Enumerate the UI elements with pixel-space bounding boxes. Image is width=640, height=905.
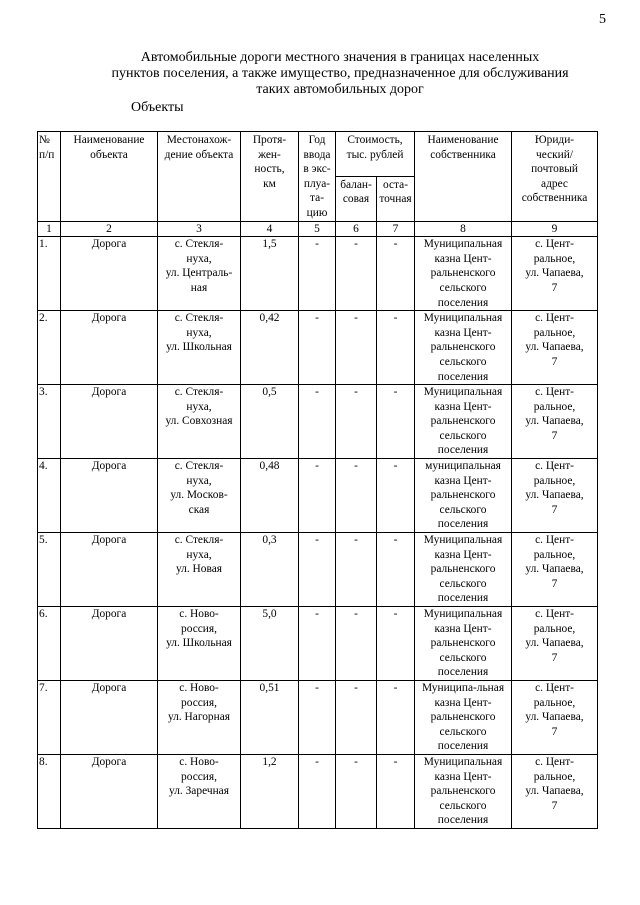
cell-cost-residual: - bbox=[377, 237, 415, 311]
table-row bbox=[38, 385, 598, 459]
cell-length: 5,0 bbox=[241, 607, 299, 681]
cell-length: 0,5 bbox=[241, 385, 299, 459]
cell-location: с. Стекля- нуха, ул. Школьная bbox=[158, 311, 241, 385]
cell-cost-balance: - bbox=[336, 385, 377, 459]
cell-location: с. Стекля- нуха, ул. Москов- ская bbox=[158, 459, 241, 533]
column-number-row bbox=[38, 221, 598, 237]
cell-location: с. Стекля- нуха, ул. Совхозная bbox=[158, 385, 241, 459]
cell-length: 0,51 bbox=[241, 680, 299, 754]
cell-name: Дорога bbox=[61, 533, 158, 607]
header-cost-balance: балан- совая bbox=[336, 176, 377, 221]
column-number: 8 bbox=[415, 221, 512, 237]
table-row bbox=[38, 311, 598, 385]
cell-length: 1,2 bbox=[241, 754, 299, 828]
title-line: пунктов поселения, а также имущество, предназначенное для обслуживания bbox=[111, 66, 569, 81]
cell-year: - bbox=[299, 607, 336, 681]
column-number: 2 bbox=[61, 221, 158, 237]
cell-location: с. Ново- россия, ул. Нагорная bbox=[158, 680, 241, 754]
cell-year: - bbox=[299, 754, 336, 828]
cell-num: 1. bbox=[38, 237, 61, 311]
cell-address: с. Цент- ральное, ул. Чапаева, 7 bbox=[512, 459, 598, 533]
cell-cost-residual: - bbox=[377, 533, 415, 607]
column-number: 6 bbox=[336, 221, 377, 237]
cell-owner: Муниципальная казна Цент- ральненского сельского поселения bbox=[415, 533, 512, 607]
cell-cost-balance: - bbox=[336, 607, 377, 681]
cell-owner: Муниципальная казна Цент- ральненского сельского поселения bbox=[415, 385, 512, 459]
header-name: Наименование объекта bbox=[61, 132, 158, 222]
cell-address: с. Цент- ральное, ул. Чапаева, 7 bbox=[512, 754, 598, 828]
header-length: Протя- жен- ность, км bbox=[241, 132, 299, 222]
cell-address: с. Цент- ральное, ул. Чапаева, 7 bbox=[512, 680, 598, 754]
cell-year: - bbox=[299, 385, 336, 459]
column-number: 5 bbox=[299, 221, 336, 237]
cell-num: 8. bbox=[38, 754, 61, 828]
column-number: 4 bbox=[241, 221, 299, 237]
cell-name: Дорога bbox=[61, 680, 158, 754]
cell-cost-residual: - bbox=[377, 680, 415, 754]
table-row bbox=[38, 237, 598, 311]
table-row bbox=[38, 680, 598, 754]
cell-cost-balance: - bbox=[336, 237, 377, 311]
cell-owner: муниципальная казна Цент- ральненского сельского поселения bbox=[415, 459, 512, 533]
cell-num: 3. bbox=[38, 385, 61, 459]
cell-num: 4. bbox=[38, 459, 61, 533]
cell-location: с. Ново- россия, ул. Заречная bbox=[158, 754, 241, 828]
cell-owner: Муниципальная казна Цент- ральненского сельского поселения bbox=[415, 237, 512, 311]
header-cost: Стоимость, тыс. рублей bbox=[336, 132, 415, 177]
column-number: 9 bbox=[512, 221, 598, 237]
header-owner: Наименование собственника bbox=[415, 132, 512, 222]
table-row bbox=[38, 533, 598, 607]
page-number: 5 bbox=[599, 12, 606, 27]
cell-year: - bbox=[299, 311, 336, 385]
cell-cost-balance: - bbox=[336, 754, 377, 828]
cell-cost-residual: - bbox=[377, 459, 415, 533]
cell-year: - bbox=[299, 237, 336, 311]
cell-cost-balance: - bbox=[336, 459, 377, 533]
cell-length: 0,48 bbox=[241, 459, 299, 533]
cell-address: с. Цент- ральное, ул. Чапаева, 7 bbox=[512, 311, 598, 385]
cell-name: Дорога bbox=[61, 385, 158, 459]
cell-owner: Муниципальная казна Цент- ральненского сельского поселения bbox=[415, 754, 512, 828]
cell-cost-residual: - bbox=[377, 385, 415, 459]
header-cost-residual: оста- точная bbox=[377, 176, 415, 221]
cell-name: Дорога bbox=[61, 459, 158, 533]
header-num: № п/п bbox=[38, 132, 61, 222]
cell-num: 2. bbox=[38, 311, 61, 385]
cell-location: с. Стекля- нуха, ул. Новая bbox=[158, 533, 241, 607]
column-number: 7 bbox=[377, 221, 415, 237]
header-location: Местонахож- дение объекта bbox=[158, 132, 241, 222]
roads-table bbox=[37, 131, 598, 829]
cell-location: с. Стекля- нуха, ул. Централь- ная bbox=[158, 237, 241, 311]
cell-year: - bbox=[299, 533, 336, 607]
title-line: Автомобильные дороги местного значения в границах населенных bbox=[140, 50, 540, 65]
cell-num: 7. bbox=[38, 680, 61, 754]
cell-cost-residual: - bbox=[377, 754, 415, 828]
table-row bbox=[38, 607, 598, 681]
title-line: таких автомобильных дорог bbox=[256, 82, 424, 97]
cell-location: с. Ново- россия, ул. Школьная bbox=[158, 607, 241, 681]
cell-address: с. Цент- ральное, ул. Чапаева, 7 bbox=[512, 237, 598, 311]
header-address: Юриди- ческий/ почтовый адрес собственника bbox=[512, 132, 598, 222]
header-year: Год ввода в экс- плуа- та- цию bbox=[299, 132, 336, 222]
column-number: 1 bbox=[38, 221, 61, 237]
section-subtitle: Объекты bbox=[131, 100, 184, 115]
cell-year: - bbox=[299, 680, 336, 754]
cell-num: 6. bbox=[38, 607, 61, 681]
cell-cost-residual: - bbox=[377, 607, 415, 681]
cell-cost-balance: - bbox=[336, 311, 377, 385]
cell-address: с. Цент- ральное, ул. Чапаева, 7 bbox=[512, 385, 598, 459]
cell-cost-residual: - bbox=[377, 311, 415, 385]
cell-length: 0,3 bbox=[241, 533, 299, 607]
table-row bbox=[38, 459, 598, 533]
cell-owner: Муниципальная казна Цент- ральненского сельского поселения bbox=[415, 607, 512, 681]
cell-cost-balance: - bbox=[336, 533, 377, 607]
table-row bbox=[38, 754, 598, 828]
cell-name: Дорога bbox=[61, 607, 158, 681]
cell-year: - bbox=[299, 459, 336, 533]
column-number: 3 bbox=[158, 221, 241, 237]
cell-owner: Муниципальная казна Цент- ральненского сельского поселения bbox=[415, 311, 512, 385]
cell-name: Дорога bbox=[61, 237, 158, 311]
cell-cost-balance: - bbox=[336, 680, 377, 754]
cell-name: Дорога bbox=[61, 311, 158, 385]
cell-name: Дорога bbox=[61, 754, 158, 828]
cell-owner: Муниципа-льная казна Цент- ральненского сельского поселения bbox=[415, 680, 512, 754]
cell-length: 1,5 bbox=[241, 237, 299, 311]
cell-length: 0,42 bbox=[241, 311, 299, 385]
cell-address: с. Цент- ральное, ул. Чапаева, 7 bbox=[512, 533, 598, 607]
document-title bbox=[70, 50, 610, 98]
cell-num: 5. bbox=[38, 533, 61, 607]
cell-address: с. Цент- ральное, ул. Чапаева, 7 bbox=[512, 607, 598, 681]
